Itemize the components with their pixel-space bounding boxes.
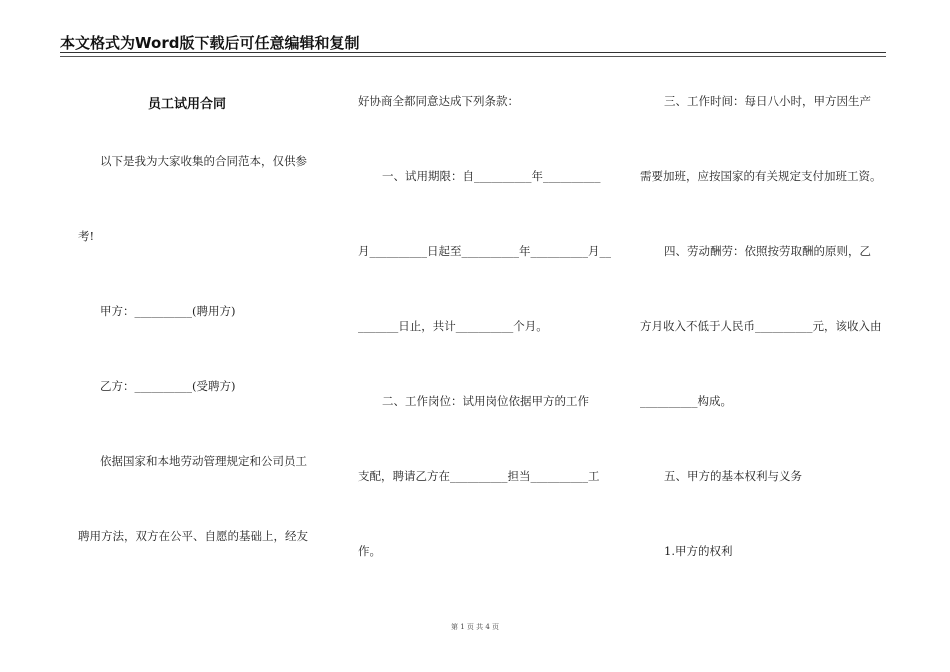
clause-line: __________构成。: [640, 394, 732, 408]
clause-line: 需要加班，应按国家的有关规定支付加班工资。: [640, 169, 882, 183]
clause-line: 二、工作岗位：试用岗位依据甲方的工作: [382, 394, 589, 408]
party-a-line: 甲方：__________(聘用方): [100, 304, 236, 318]
clause-line: 支配，聘请乙方在__________担当__________工: [358, 469, 600, 483]
clause-line: 作。: [358, 544, 381, 558]
clause-line: 月__________日起至__________年__________月__: [358, 244, 611, 258]
paragraph-line: 考!: [78, 229, 95, 243]
clause-line: _______日止，共计__________个月。: [358, 319, 548, 333]
clause-line: 方月收入不低于人民币__________元，该收入由: [640, 319, 882, 333]
paragraph-line: 聘用方法，双方在公平、自愿的基础上，经友: [78, 529, 308, 543]
paragraph-line: 好协商全都同意达成下列条款：: [358, 94, 519, 108]
clause-line: 一、试用期限：自__________年__________: [382, 169, 601, 183]
paragraph-line: 依据国家和本地劳动管理规定和公司员工: [100, 454, 307, 468]
party-b-line: 乙方：__________(受聘方): [100, 379, 236, 393]
clause-line: 三、工作时间：每日八小时，甲方因生产: [664, 94, 871, 108]
paragraph-line: 以下是我为大家收集的合同范本，仅供参: [100, 154, 307, 168]
section-heading: 五、甲方的基本权利与义务: [664, 469, 802, 483]
subsection-heading: 1.甲方的权利: [664, 544, 733, 558]
clause-line: 四、劳动酬劳：依照按劳取酬的原则，乙: [664, 244, 871, 258]
page-number: 第 1 页 共 4 页: [450, 623, 500, 631]
contract-title: 员工试用合同: [148, 97, 227, 112]
document-header: 本文格式为Word版下载后可任意编辑和复制: [60, 34, 360, 52]
